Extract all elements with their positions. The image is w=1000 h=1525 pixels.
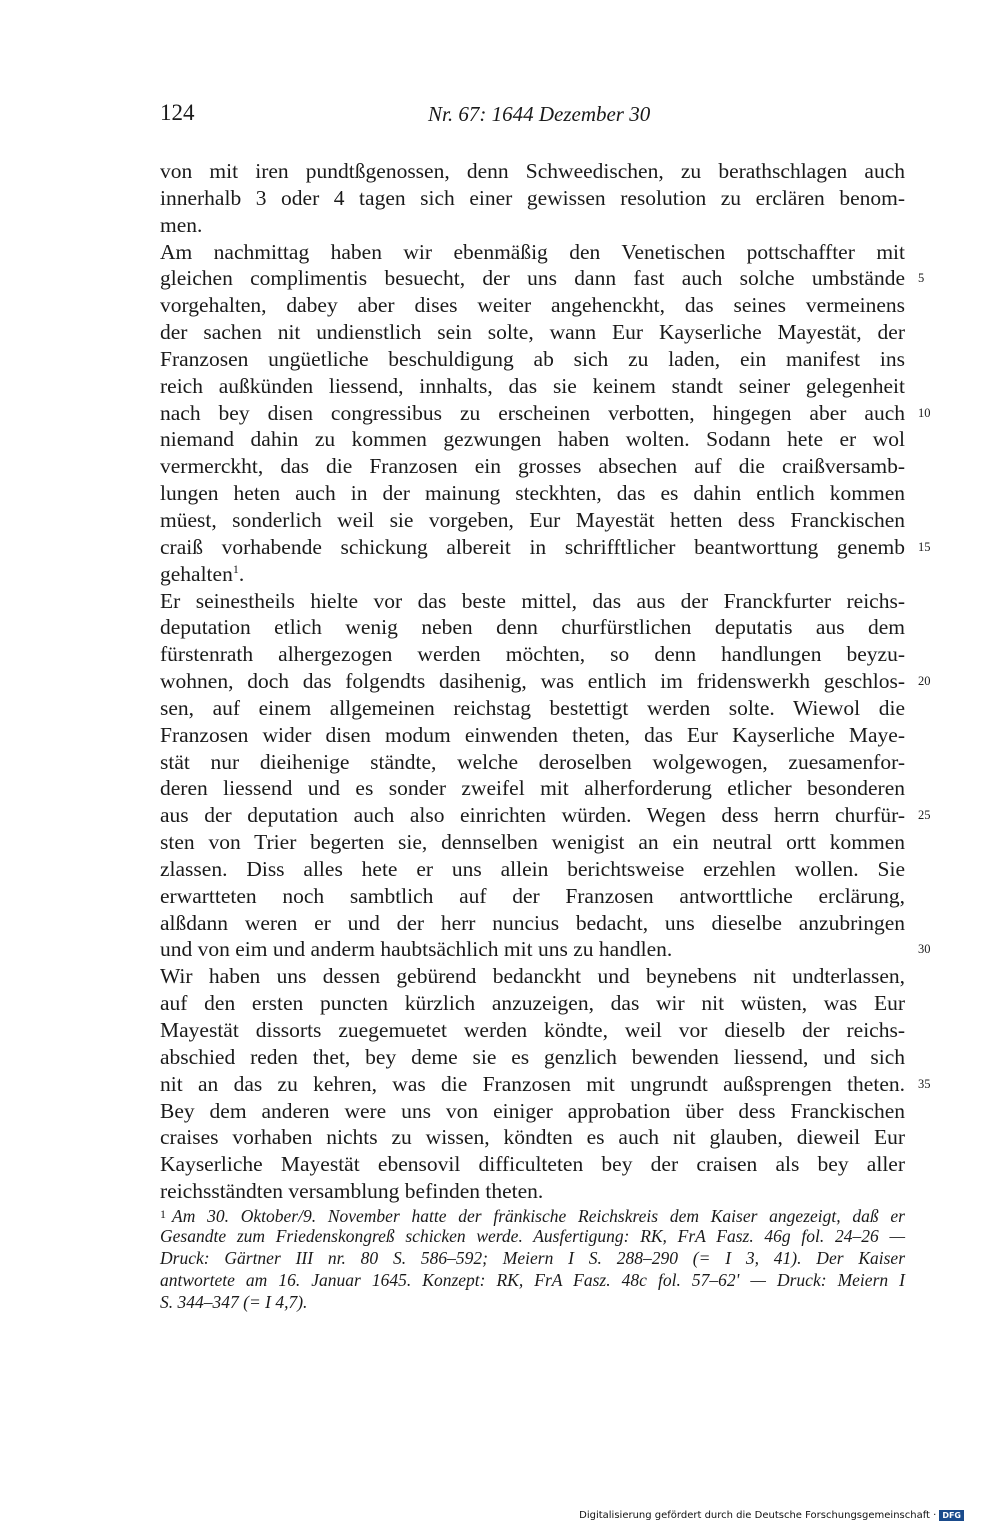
text-line <box>160 239 905 266</box>
line-text: gehalten <box>160 561 233 586</box>
footnote-text: Am 30. Oktober/9. November hatte der fränkische Reichskreis dem Kaiser angezeigt, daß er <box>172 1206 905 1226</box>
text-line <box>160 561 905 588</box>
line-text: vermerckht, das die Franzosen ein grosses absechen auf die craißversamb- <box>160 454 905 479</box>
line-text: von mit iren pundtßgenossen, denn Schweedischen, zu berathschlagen auch <box>160 159 905 183</box>
line-text: Kayserliche Mayestät ebensovil difficulteten bey der craisen als bey aller <box>160 1152 905 1177</box>
line-text: deputation etlich wenig neben denn churfürstlichen deputatis aus dem <box>160 615 905 640</box>
text-line <box>160 910 905 937</box>
line-text: stät nur dieihenige ständte, welche deroselben wolgewogen, zuesamenfor- <box>160 749 905 774</box>
line-text: der sachen nit undienstlich sein solte, wann Eur Kayserliche Mayestät, der <box>160 320 905 345</box>
text-line <box>160 668 931 695</box>
text-line <box>160 319 905 346</box>
page-number: 124 <box>160 100 195 125</box>
text-line <box>160 856 905 883</box>
text-line <box>160 749 905 776</box>
text-line <box>160 400 931 427</box>
line-number: 20 <box>918 674 931 689</box>
footnote-line <box>160 1225 905 1247</box>
line-number: 25 <box>918 808 931 823</box>
line-number: 15 <box>918 539 931 554</box>
text-line <box>160 1044 905 1071</box>
line-text: fürstenrath alhergezogen werden möchten, so denn handlungen beyzu- <box>160 642 905 667</box>
text-line <box>160 346 905 373</box>
text-line <box>160 507 905 534</box>
line-text: craises vorhaben nichts zu wissen, köndten es auch nit glauben, dieweil Eur <box>160 1125 905 1150</box>
text-line <box>160 775 905 802</box>
text-line <box>160 695 905 722</box>
text-line <box>160 158 905 185</box>
running-head: Nr. 67: 1644 Dezember 30 <box>428 102 651 126</box>
text-line <box>160 641 905 668</box>
line-number: 5 <box>918 271 925 286</box>
text-line <box>160 1098 905 1125</box>
footnote-reference: 1 <box>232 561 239 576</box>
line-text: abschied reden thet, bey deme sie es genzlich bewenden liessend, und sich <box>160 1044 905 1069</box>
line-text: craiß vorhabende schickung albereit in schrifftlicher beantworttung genemb <box>160 534 905 559</box>
line-text: sen, auf einem allgemeinen reichstag bestettigt werden solte. Wiewol die <box>160 695 905 720</box>
text-line <box>160 963 905 990</box>
text-line <box>160 990 905 1017</box>
text-line <box>160 292 905 319</box>
text-line <box>160 1151 905 1178</box>
text-line <box>160 614 905 641</box>
line-text: nach bey disen congressibus zu erscheinen verbotten, hingegen aber auch <box>160 400 905 425</box>
line-text: nit an das zu kehren, was die Franzosen mit ungrundt außsprengen theten. <box>160 1071 905 1096</box>
line-number: 10 <box>918 405 931 420</box>
line-number: 35 <box>918 1076 931 1091</box>
text-line <box>160 265 925 292</box>
line-text: aus der deputation auch also einrichten würden. Wegen dess herrn churfür- <box>160 803 905 828</box>
line-text: erwartteten noch sambtlich auf der Franzosen antworttliche erclärung, <box>160 883 905 908</box>
credit-text: Digitalisierung gefördert durch die Deutsche Forschungsgemeinschaft · <box>579 1510 937 1521</box>
text-line <box>160 883 905 910</box>
line-text: reichsständten versamblung befinden theten. <box>160 1179 544 1204</box>
text-line <box>160 185 905 212</box>
line-number: 30 <box>918 942 931 957</box>
text-line <box>160 829 905 856</box>
line-text: Franzosen wider disen modum einwenden theten, das Eur Kayserliche Maye- <box>160 722 905 747</box>
text-line <box>160 1017 905 1044</box>
line-text: Er seinestheils hielte vor das beste mittel, das aus der Franckfurter reichs- <box>160 588 905 613</box>
footnote-marker: 1 <box>160 1207 166 1221</box>
line-text: sten von Trier begerten sie, dennselben wenigist an ein neutral ortt kommen <box>160 830 905 855</box>
footnote-text: Gesandte zum Friedenskongreß schicken werde. Ausfertigung: RK, FrA Fasz. 46g fol. 24–26 — <box>160 1226 905 1246</box>
main-text <box>160 158 931 1205</box>
digitization-credit <box>579 1510 964 1521</box>
text-line <box>160 373 905 400</box>
line-text: men. <box>160 212 203 237</box>
text-line <box>160 588 905 615</box>
line-text: lungen heten auch in der mainung steckhten, das es dahin entlich kommen <box>160 481 905 506</box>
line-text: gleichen complimentis besuecht, der uns dann fast auch solche umbstände <box>160 266 905 291</box>
line-text: und von eim und anderm haubtsächlich mit uns zu handlen. <box>160 937 673 962</box>
footnote-text: S. 344–347 (= I 4,7). <box>160 1292 308 1312</box>
line-text: alßdann weren er und der herr nuncius bedacht, uns dieselbe anzubringen <box>160 910 905 935</box>
text-line <box>160 1124 905 1151</box>
text-line <box>160 453 905 480</box>
line-text-tail: . <box>238 561 245 586</box>
footnote <box>160 1203 905 1313</box>
line-text: zlassen. Diss alles hete er uns allein berichtsweise erzehlen wollen. Sie <box>160 856 905 881</box>
footnote-line <box>160 1247 905 1269</box>
line-text: müest, sonderlich weil sie vorgeben, Eur Mayestät hetten dess Franckischen <box>160 507 905 532</box>
text-line <box>160 426 905 453</box>
line-text: niemand dahin zu kommen gezwungen haben wolten. Sodann hete er wol <box>160 427 905 452</box>
line-text: Wir haben uns dessen gebürend bedanckht und beynebens nit undterlassen, <box>160 964 905 989</box>
line-text: reich außkünden liessend, innhalts, das sie keinem standt seiner gelegenheit <box>160 373 905 398</box>
line-text: Franzosen ungüetliche beschuldigung ab sich zu laden, ein manifest ins <box>160 346 905 371</box>
line-text: deren liessend und es sonder zweifel mit alherforderung etlicher besonderen <box>160 776 905 801</box>
text-line <box>160 1071 931 1098</box>
text-line <box>160 936 931 963</box>
line-text: Bey dem anderen were uns von einiger approbation über dess Franckischen <box>160 1098 905 1123</box>
text-line <box>160 480 905 507</box>
line-text: Am nachmittag haben wir ebenmäßig den Venetischen pottschaffter mit <box>160 239 905 264</box>
text-line <box>160 1178 905 1205</box>
line-text: Mayestät dissorts zuegemuetet werden köndte, weil vor dieselb der reichs- <box>160 1018 905 1042</box>
dfg-logo: DFG <box>939 1510 964 1521</box>
line-text: wohnen, doch das folgendts dasihenig, was entlich im fridenswerkh geschlos- <box>160 669 905 694</box>
text-line <box>160 802 931 829</box>
line-text: innerhalb 3 oder 4 tagen sich einer gewissen resolution zu erclären benom- <box>160 185 905 210</box>
text-line <box>160 722 905 749</box>
text-line <box>160 212 905 239</box>
footnote-line <box>160 1269 905 1291</box>
footnote-line <box>160 1203 905 1225</box>
footnote-text: Druck: Gärtner III nr. 80 S. 586–592; Meiern I S. 288–290 (= I 3, 41). Der Kaiser <box>160 1248 905 1268</box>
footnote-line <box>160 1291 905 1313</box>
text-line <box>160 534 931 561</box>
line-text: auf den ersten puncten kürzlich anzuzeigen, das wir nit wüsten, was Eur <box>160 991 905 1016</box>
line-text: vorgehalten, dabey aber dises weiter angehenckht, das seines vermeinens <box>160 293 905 318</box>
footnote-text: antwortete am 16. Januar 1645. Konzept: RK, FrA Fasz. 48c fol. 57–62' — Druck: Meiern I <box>160 1270 905 1290</box>
